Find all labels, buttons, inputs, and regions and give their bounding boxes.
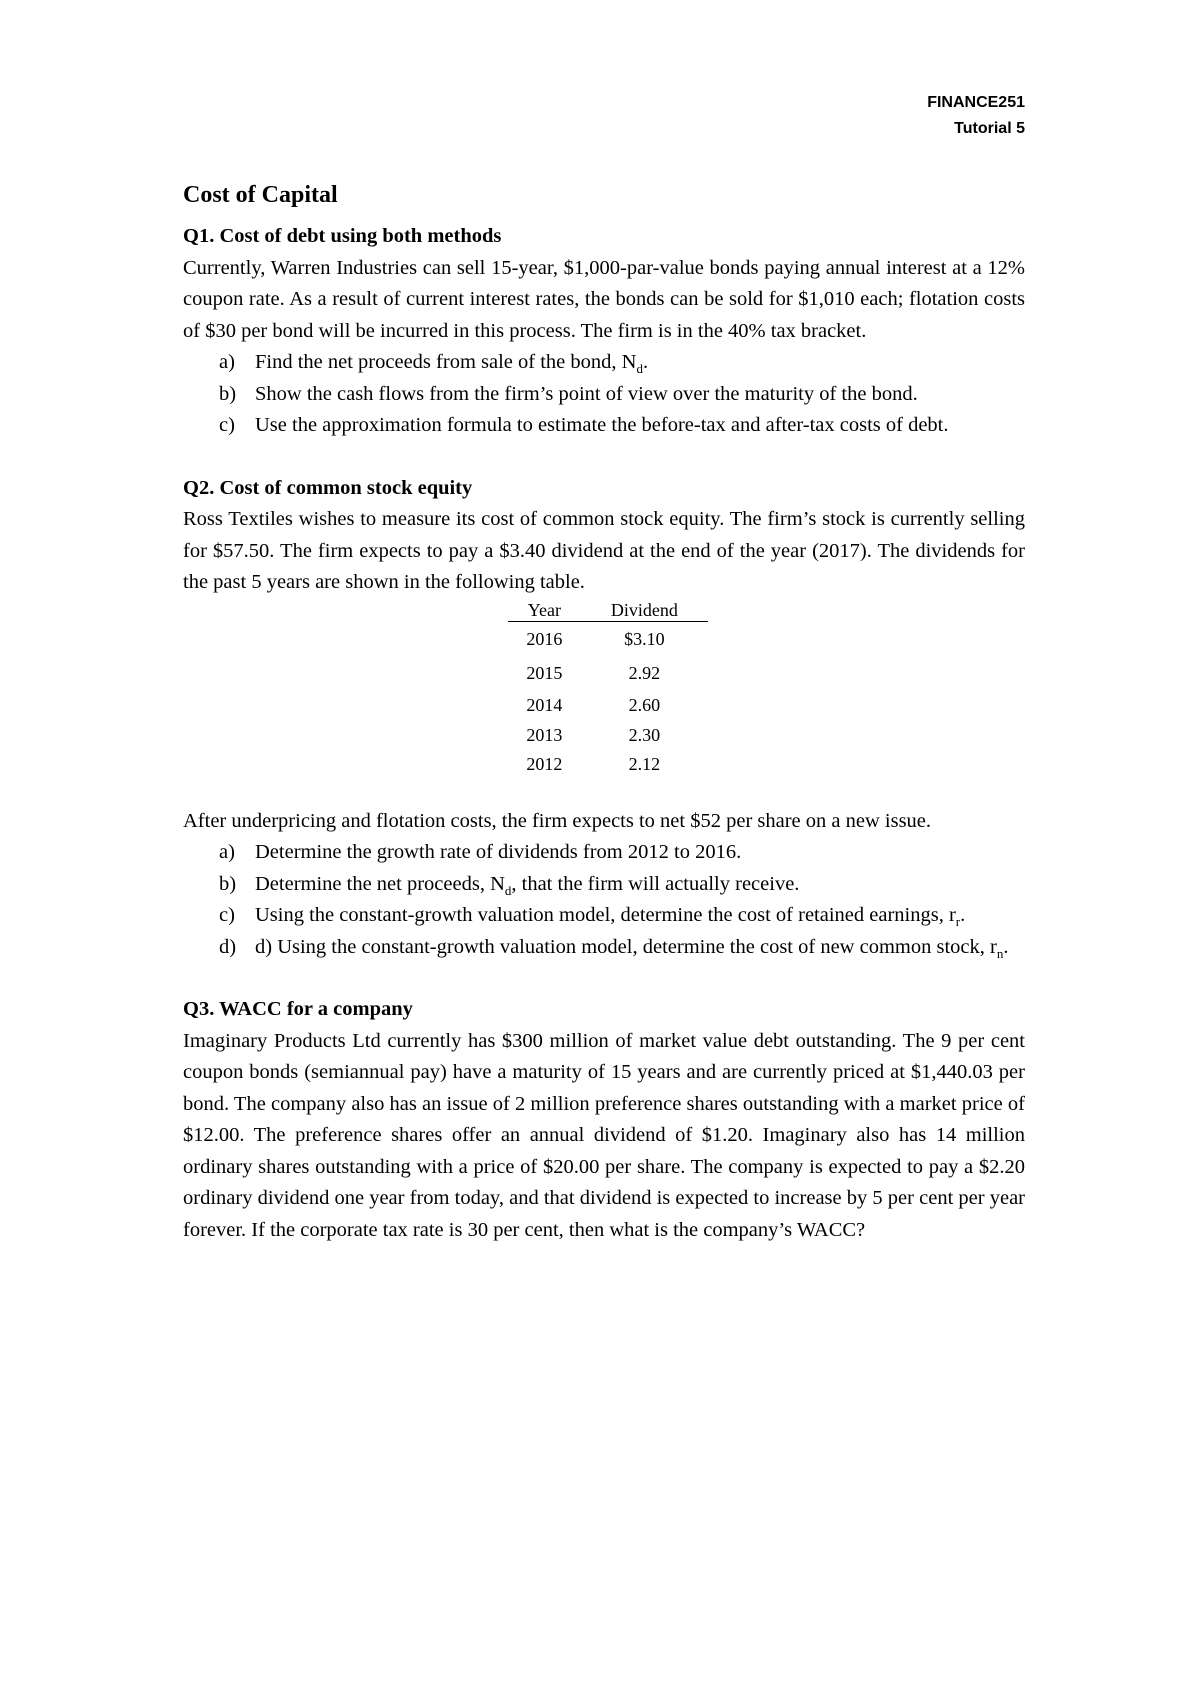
question-2-heading: Q2. Cost of common stock equity bbox=[183, 476, 473, 499]
part-text: Find the net proceeds from sale of the bond, N bbox=[255, 351, 637, 373]
part-label: b) bbox=[219, 872, 237, 895]
subscript: d bbox=[504, 882, 512, 898]
question-3-heading: Q3. WACC for a company bbox=[183, 998, 413, 1020]
question-2 bbox=[183, 473, 1025, 964]
part-label: c) bbox=[219, 414, 235, 436]
year-cell: 2014 bbox=[526, 694, 563, 715]
dividend-table bbox=[508, 599, 708, 778]
course-code: FINANCE251 bbox=[927, 94, 1025, 111]
page-title: Cost of Capital bbox=[183, 182, 338, 208]
year-cell: 2016 bbox=[526, 628, 563, 649]
table-header-year: Year bbox=[508, 599, 581, 622]
subscript: r bbox=[955, 914, 961, 930]
list-item bbox=[183, 900, 1025, 932]
list-item bbox=[183, 410, 1025, 442]
part-label: a) bbox=[219, 351, 235, 373]
dividend-cell: 2.30 bbox=[628, 724, 661, 745]
question-3-body: Imaginary Products Ltd currently has $300 million of market value debt outstanding. The 9 per cent coupon bonds (semiannual pay) have a maturity of 15 years and are currently priced at $1,440.03 per bond. The company also has an issue of 2 million preference shares outstanding with a market price of $12.00. The preference shares offer an annual dividend of $1.20. Imaginary also has 14 million ordinary shares outstanding with a price of $20.00 per share. The company is expected to pay a $2.20 ordinary dividend one year from today, and that dividend is expected to increase by 5 per cent per year forever. If the corporate tax rate is 30 per cent, then what is the company’s WACC? bbox=[183, 1029, 1025, 1241]
dividend-cell: 2.12 bbox=[628, 753, 661, 774]
list-item bbox=[183, 837, 1025, 869]
dividend-cell: 2.60 bbox=[628, 694, 661, 715]
table-row bbox=[508, 656, 708, 690]
part-text: Using the constant-growth valuation model, determine the cost of retained earnings, r bbox=[255, 904, 956, 926]
subscript: n bbox=[996, 945, 1004, 961]
list-item bbox=[183, 932, 1025, 964]
part-text: Determine the net proceeds, N bbox=[255, 872, 505, 895]
tutorial-number: Tutorial 5 bbox=[954, 120, 1025, 137]
table-header-dividend: Dividend bbox=[581, 599, 708, 622]
part-label: d) bbox=[219, 935, 237, 958]
dividend-cell: 2.92 bbox=[628, 662, 661, 683]
part-tail: , that the firm will actually receive. bbox=[511, 872, 800, 895]
question-1 bbox=[183, 221, 1025, 442]
year-cell: 2013 bbox=[526, 724, 563, 745]
part-tail: . bbox=[960, 904, 966, 926]
part-label: c) bbox=[219, 904, 235, 926]
page-header bbox=[927, 90, 1025, 142]
table-row bbox=[508, 690, 708, 720]
subscript: d bbox=[636, 361, 643, 377]
list-item bbox=[183, 347, 1025, 379]
list-item bbox=[183, 379, 1025, 411]
dividend-cell: $3.10 bbox=[624, 628, 665, 649]
part-text: Determine the growth rate of dividends from 2012 to 2016. bbox=[255, 841, 742, 863]
part-label: b) bbox=[219, 382, 237, 405]
question-1-heading: Q1. Cost of debt using both methods bbox=[183, 225, 502, 247]
year-cell: 2012 bbox=[526, 753, 563, 774]
part-tail: . bbox=[1003, 935, 1009, 958]
table-row bbox=[508, 750, 708, 778]
part-text: Use the approximation formula to estimate the before-tax and after-tax costs of debt. bbox=[255, 414, 949, 436]
question-3 bbox=[183, 994, 1025, 1246]
question-2-parts bbox=[183, 837, 1025, 963]
document-body bbox=[183, 178, 1025, 1246]
year-cell: 2015 bbox=[526, 662, 563, 683]
table-row bbox=[508, 621, 708, 656]
part-text: Show the cash flows from the firm’s point of view over the maturity of the bond. bbox=[255, 382, 918, 405]
list-item bbox=[183, 869, 1025, 901]
question-2-after-table: After underpricing and flotation costs, the firm expects to net $52 per share on a new issue. bbox=[183, 809, 932, 832]
question-1-body: Currently, Warren Industries can sell 15-year, $1,000-par-value bonds paying annual interest at a 12% coupon rate. As a result of current interest rates, the bonds can be sold for $1,010 each; flotation costs of $30 per bond will be incurred in this process. The firm is in the 40% tax bracket. bbox=[183, 256, 1025, 342]
question-2-body: Ross Textiles wishes to measure its cost of common stock equity. The firm’s stock is currently selling for $57.50. The firm expects to pay a $3.40 dividend at the end of the year (2017). The dividends for the past 5 years are shown in the following table. bbox=[183, 508, 1025, 593]
part-label: a) bbox=[219, 841, 235, 863]
question-1-parts bbox=[183, 347, 1025, 442]
part-tail: . bbox=[642, 351, 649, 373]
table-row bbox=[508, 720, 708, 750]
part-text: d) Using the constant-growth valuation model, determine the cost of new common stock, r bbox=[255, 935, 997, 958]
